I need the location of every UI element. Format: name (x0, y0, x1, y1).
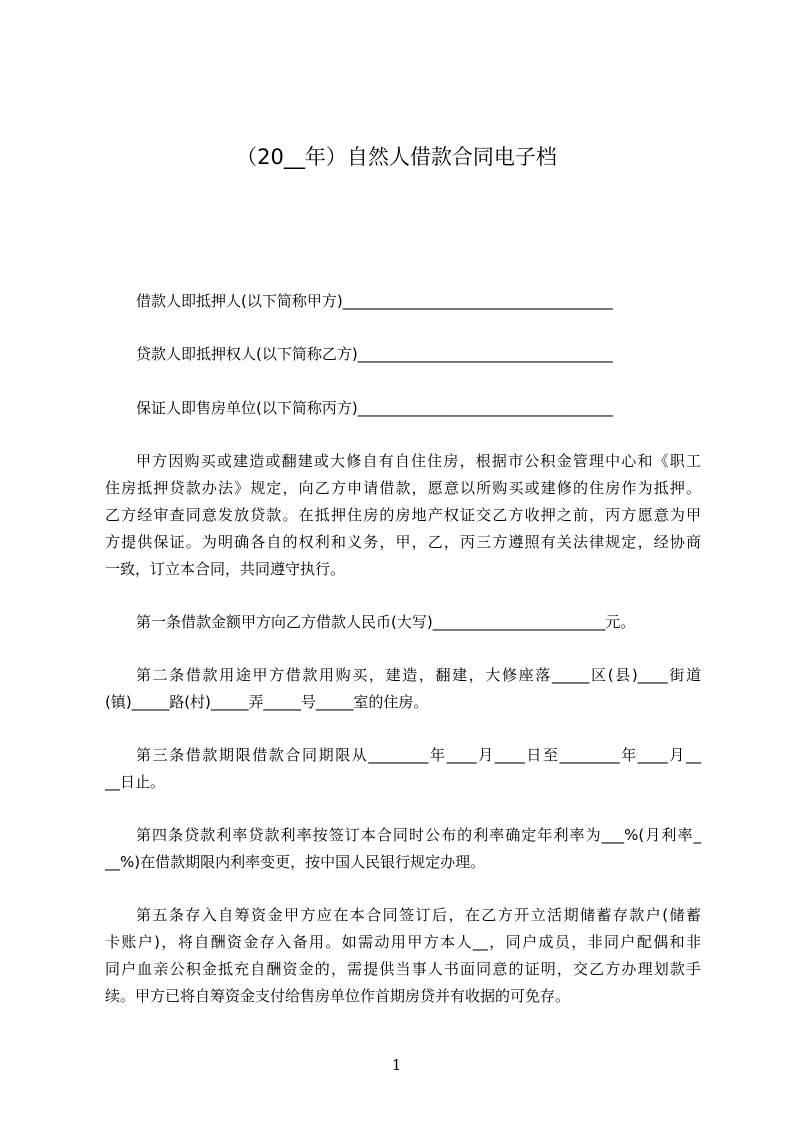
document-title: （20__年）自然人借款合同电子档 (236, 145, 557, 169)
article-2-line: 第二条借款用途甲方借款用购买，建造，翻建，大修座落_____区(县)____街道 (136, 666, 701, 684)
preamble-line: 方提供保证。为明确各自的权利和义务，甲，乙，丙三方遵照有关法律规定，经协商 (105, 533, 701, 551)
article-3-line: __日止。 (105, 773, 166, 791)
article-5-line: 第五条存入自筹资金甲方应在本合同签订后，在乙方开立活期储蓄存款户(储蓄 (136, 906, 701, 924)
preamble-line: 一致，订立本合同，共同遵守执行。 (105, 560, 346, 578)
party-borrower-line: 借款人即抵押人(以下简称甲方)____________________________________ (136, 292, 613, 310)
party-guarantor-line: 保证人即售房单位(以下简称丙方)__________________________________ (136, 399, 613, 417)
article-3-line: 第三条借款期限借款合同期限从________年____月____日至________年____月__ (136, 746, 701, 764)
party-lender-line: 贷款人即抵押权人(以下简称乙方)__________________________________ (136, 345, 613, 363)
preamble-line: 住房抵押贷款办法》规定，向乙方申请借款，愿意以所购买或建修的住房作为抵押。 (105, 479, 701, 497)
article-1-line: 第一条借款金额甲方向乙方借款人民币(大写)_______________________元。 (136, 613, 636, 631)
preamble-line: 甲方因购买或建造或翻建或大修自有自住住房，根据市公积金管理中心和《职工 (136, 452, 701, 470)
article-5-line: 同户血亲公积金抵充自酬资金的，需提供当事人书面同意的证明，交乙方办理划款手 (105, 960, 701, 978)
article-5-line: 卡账户)，将自酬资金存入备用。如需动用甲方本人__，同户成员，非同户配偶和非 (105, 933, 701, 951)
preamble-line: 乙方经审查同意发放贷款。在抵押住房的房地产权证交乙方收押之前，丙方愿意为甲 (105, 506, 701, 524)
article-2-line: (镇)_____路(村)_____弄_____号_____室的住房。 (105, 693, 429, 711)
page-number: 1 (391, 1056, 402, 1074)
article-5-line: 续。甲方已将自筹资金支付给售房单位作首期房贷并有收据的可免存。 (105, 987, 571, 1005)
article-4-line: __%)在借款期限内利率变更，按中国人民银行规定办理。 (105, 853, 486, 871)
article-4-line: 第四条贷款利率贷款利率按签订本合同时公布的利率确定年利率为___%(月利率_ (136, 826, 701, 844)
